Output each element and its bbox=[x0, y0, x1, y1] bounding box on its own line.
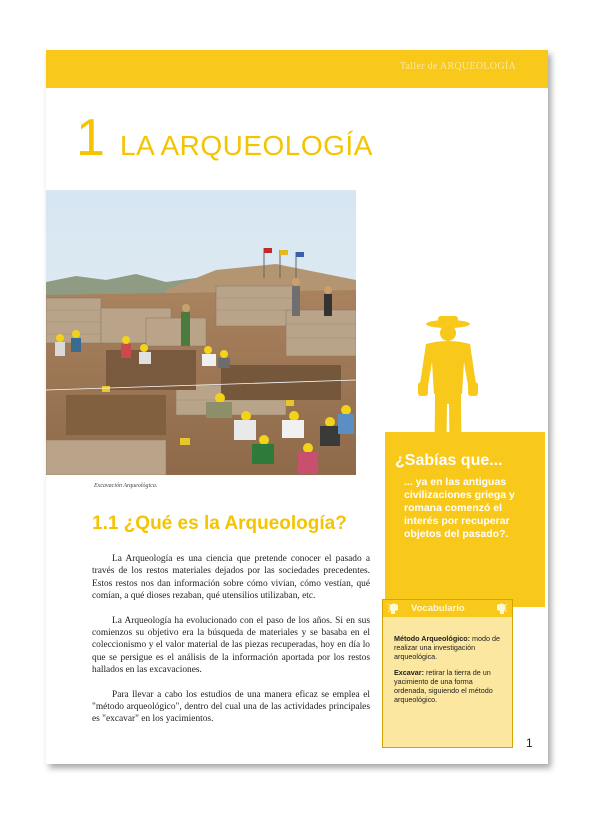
speaking-head-icon bbox=[494, 601, 508, 615]
vocabulario-entry bbox=[394, 634, 506, 662]
chapter-title: LA ARQUEOLOGÍA bbox=[120, 130, 373, 161]
vocabulario-title: Vocabulario bbox=[411, 603, 465, 614]
vocabulario-term: Método Arqueológico: bbox=[394, 634, 470, 643]
page-number: 1 bbox=[526, 736, 533, 750]
body-paragraph: La Arqueología es una ciencia que pretende conocer el pasado a través de los restos materiales dejados por las sociedades precedentes. Estos restos nos dan información sobre cómo vivían, cómo vestían, qué comían, a qué dioses rezaban, qué utensilios utilizaban, etc. bbox=[92, 554, 370, 602]
excavation-photo bbox=[46, 190, 356, 475]
header-bar bbox=[46, 50, 548, 88]
vocabulario-entry bbox=[394, 668, 506, 705]
sabias-que-title: ¿Sabías que... bbox=[395, 452, 503, 469]
sabias-que-box bbox=[385, 432, 545, 607]
running-title: Taller de ARQUEOLOGÍA bbox=[399, 61, 516, 72]
vocabulario-box bbox=[382, 599, 513, 748]
vocabulario-header bbox=[383, 600, 512, 617]
section-title: 1.1 ¿Qué es la Arqueología? bbox=[92, 513, 347, 534]
chapter-number: 1 bbox=[76, 109, 105, 167]
body-paragraph: La Arqueología ha evolucionado con el paso de los años. Si en sus comienzos su objetivo era la búsqueda de materiales y se basaba en el coleccionismo y el valor material de las piezas recuperadas, hoy en día lo que se persigue es el análisis de la información aportada por los restos hallados en las excavaciones. bbox=[92, 615, 370, 676]
vocabulario-entries bbox=[394, 634, 506, 710]
page bbox=[46, 50, 548, 764]
sabias-que-text: ... ya en las antiguas civilizaciones griega y romana comenzó el interés por recuperar objetos del pasado?. bbox=[404, 476, 515, 540]
body-paragraph: Para llevar a cabo los estudios de una manera eficaz se emplea el "método arqueológico", dentro del cual una de las actividades principales es "excavar" en los yacimientos. bbox=[92, 689, 370, 725]
vocabulario-definition: modo de realizar una investigación arqueológica. bbox=[394, 634, 500, 662]
speaking-head-icon bbox=[387, 601, 401, 615]
section-body bbox=[92, 553, 370, 738]
photo-caption: Excavación Arqueológica. bbox=[94, 483, 158, 489]
vocabulario-definition: retirar la tierra de un yacimiento de una forma ordenada, siguiendo el método arqueológico. bbox=[394, 667, 493, 705]
vocabulario-term: Excavar: bbox=[394, 667, 424, 677]
